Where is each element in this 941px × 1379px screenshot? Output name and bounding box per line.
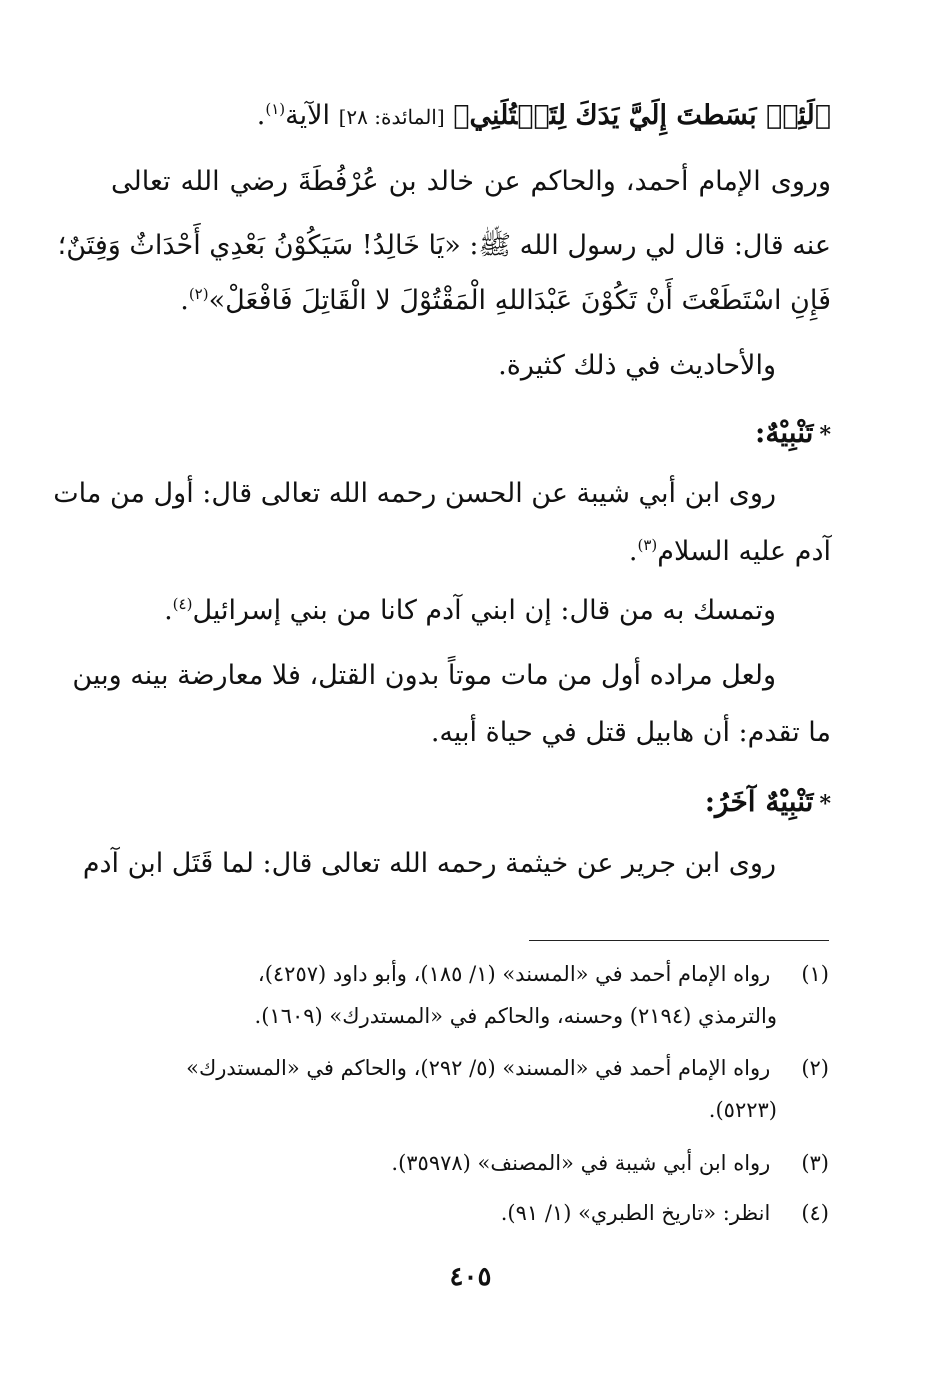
punctuation: . [180, 285, 189, 316]
paragraph-line [56, 350, 776, 381]
paragraph-text: وتمسك به من قال: إن ابني آدم كانا من بني إسرائيل [192, 595, 776, 626]
footnote-2 [111, 1056, 829, 1080]
star-icon: * [819, 791, 831, 817]
footnote-separator [529, 940, 829, 941]
heading-text: تَنْبِيْهٌ آخَرُ: [704, 785, 814, 818]
punctuation: . [628, 536, 638, 567]
star-icon: * [819, 422, 831, 448]
footnote-marker-3[interactable]: (٣) [637, 536, 658, 554]
footnote-text: والترمذي (٢١٩٤) وحسنه، والحاكم في «المستدرك» (١٦٠٩). [254, 1004, 777, 1028]
paragraph-line [111, 536, 831, 567]
paragraph-line [82, 848, 776, 879]
verse-reference: [المائدة: ٢٨] [338, 105, 445, 129]
paragraph-text: والأحاديث في ذلك كثيرة. [498, 350, 776, 381]
verse-tail: الآية [285, 100, 331, 131]
paragraph-line [53, 478, 776, 509]
footnote-text: انظر: «تاريخ الطبري» (١/ ٩١). [500, 1201, 771, 1225]
footnote-1 [111, 962, 829, 986]
paragraph-text: ما تقدم: أن هابيل قتل في حياة أبيه. [430, 717, 831, 748]
paragraph-text: ولعل مراده أول من مات موتاً بدون القتل، فلا معارضة بينه وبين [72, 660, 776, 691]
footnote-text: (٥٢٢٣). [708, 1098, 777, 1122]
paragraph-line [111, 717, 831, 748]
hadith-text: فَإِنِ اسْتَطَعْتَ أَنْ تَكُوْنَ عَبْدَاللهِ الْمَقْتُوْلَ لا الْقَاتِلَ فَافْعَلْ» [208, 285, 831, 316]
quran-verse: ﴿لَئِنۢ بَسَطتَ إِلَيَّ يَدَكَ لِتَقۡتُلَنِي﴾ [453, 100, 831, 131]
punctuation: . [164, 595, 173, 626]
paragraph-line [111, 285, 831, 316]
paragraph-line [56, 595, 776, 626]
hadith-text: عنه قال: قال لي رسول الله ﷺ: «يَا خَالِدُ! سَيَكُوْنُ بَعْدِي أَحْدَاثٌ وَفِتَنٌ؛ [57, 230, 831, 261]
section-heading [111, 785, 831, 818]
footnote-1-continued [111, 1004, 777, 1028]
footnote-2-continued [111, 1098, 777, 1122]
footnote-text: رواه الإمام أحمد في «المسند» (٥/ ٢٩٢)، والحاكم في «المستدرك» [186, 1056, 771, 1080]
verse-line [111, 100, 831, 131]
paragraph-line [57, 228, 831, 268]
paragraph-text: وروى الإمام أحمد، والحاكم عن خالد بن عُرْفُطَةَ رضي الله تعالى [111, 166, 831, 197]
footnote-text: رواه الإمام أحمد في «المسند» (١/ ١٨٥)، وأبو داود (٤٢٥٧)، [257, 962, 771, 986]
footnote-number: (١) [801, 962, 829, 986]
footnote-marker-4[interactable]: (٤) [172, 595, 193, 613]
paragraph-text: روى ابن أبي شيبة عن الحسن رحمه الله تعالى قال: أول من مات [53, 478, 776, 509]
footnote-marker-1[interactable]: (١) [265, 100, 286, 118]
punctuation: . [256, 100, 266, 131]
footnote-number: (٢) [801, 1056, 829, 1080]
footnote-number: (٤) [801, 1201, 829, 1225]
page-number: ٤٠٥ [449, 1262, 492, 1292]
paragraph-text: روى ابن جرير عن خيثمة رحمه الله تعالى قال: لما قَتَل ابن آدم [82, 848, 776, 879]
footnote-3 [111, 1151, 829, 1175]
footnote-text: رواه ابن أبي شيبة في «المصنف» (٣٥٩٧٨). [391, 1151, 771, 1175]
paragraph-line [111, 166, 831, 197]
footnote-number: (٣) [801, 1151, 829, 1175]
footnote-marker-2[interactable]: (٢) [188, 285, 209, 303]
section-heading [111, 416, 831, 449]
paragraph-line [72, 660, 776, 691]
footnote-4 [111, 1201, 829, 1225]
heading-text: تَنْبِيْهٌ: [754, 416, 814, 449]
paragraph-text: آدم عليه السلام [657, 536, 831, 567]
